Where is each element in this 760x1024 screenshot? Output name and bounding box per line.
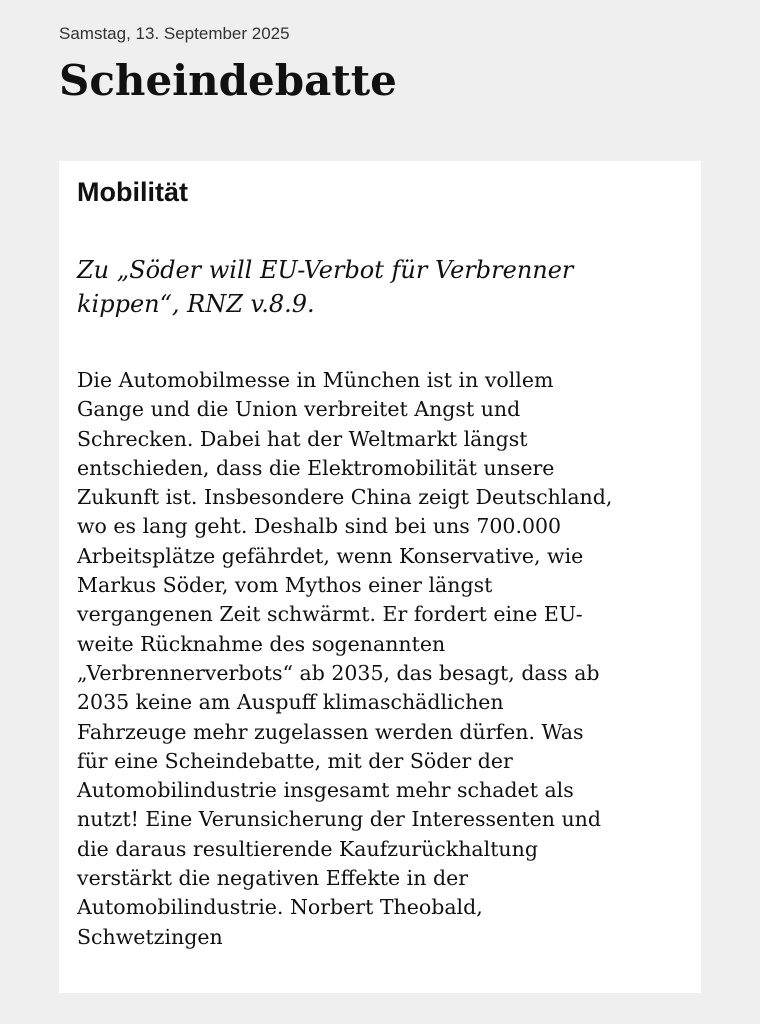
reference-line: Zu „Söder will EU-Verbot für Verbrenner [77,256,574,284]
body-line: Schwetzingen [77,924,223,949]
body-line: Schrecken. Dabei hat der Weltmarkt längst [77,426,528,451]
letter-body [77,366,692,952]
letter-card [59,161,701,993]
page-title: Scheindebatte [59,56,397,105]
body-line: wo es lang geht. Deshalb sind bei uns 700.000 [77,514,562,539]
body-line: Arbeitsplätze gefährdet, wenn Konservative, wie [77,543,584,568]
body-line: Gange und die Union verbreitet Angst und [77,397,521,422]
body-line: Automobilindustrie insgesamt mehr schadet als [77,778,574,803]
body-line: verstärkt die negativen Effekte in der [77,866,469,891]
article-reference [77,253,677,321]
body-line: die daraus resultierende Kaufzurückhaltung [77,836,538,861]
body-line: weite Rücknahme des sogenannten [77,631,446,656]
body-line: nutzt! Eine Verunsicherung der Interessenten und [77,807,601,832]
category-label: Mobilität [77,177,188,207]
reference-line: kippen“, RNZ v.8.9. [77,290,315,318]
body-line: Automobilindustrie. Norbert Theobald, [77,895,483,920]
body-line: vergangenen Zeit schwärmt. Er fordert eine EU- [77,602,583,627]
publication-date: Samstag, 13. September 2025 [59,24,290,43]
body-line: für eine Scheindebatte, mit der Söder der [77,748,513,773]
body-line: entschieden, dass die Elektromobilität unsere [77,455,555,480]
body-line: „Verbrennerverbots“ ab 2035, das besagt, dass ab [77,660,600,685]
body-line: Zukunft ist. Insbesondere China zeigt Deutschland, [77,485,613,510]
body-line: 2035 keine am Auspuff klimaschädlichen [77,690,504,715]
body-line: Markus Söder, vom Mythos einer längst [77,573,493,598]
body-line: Fahrzeuge mehr zugelassen werden dürfen. Was [77,719,584,744]
body-line: Die Automobilmesse in München ist in vollem [77,368,554,392]
